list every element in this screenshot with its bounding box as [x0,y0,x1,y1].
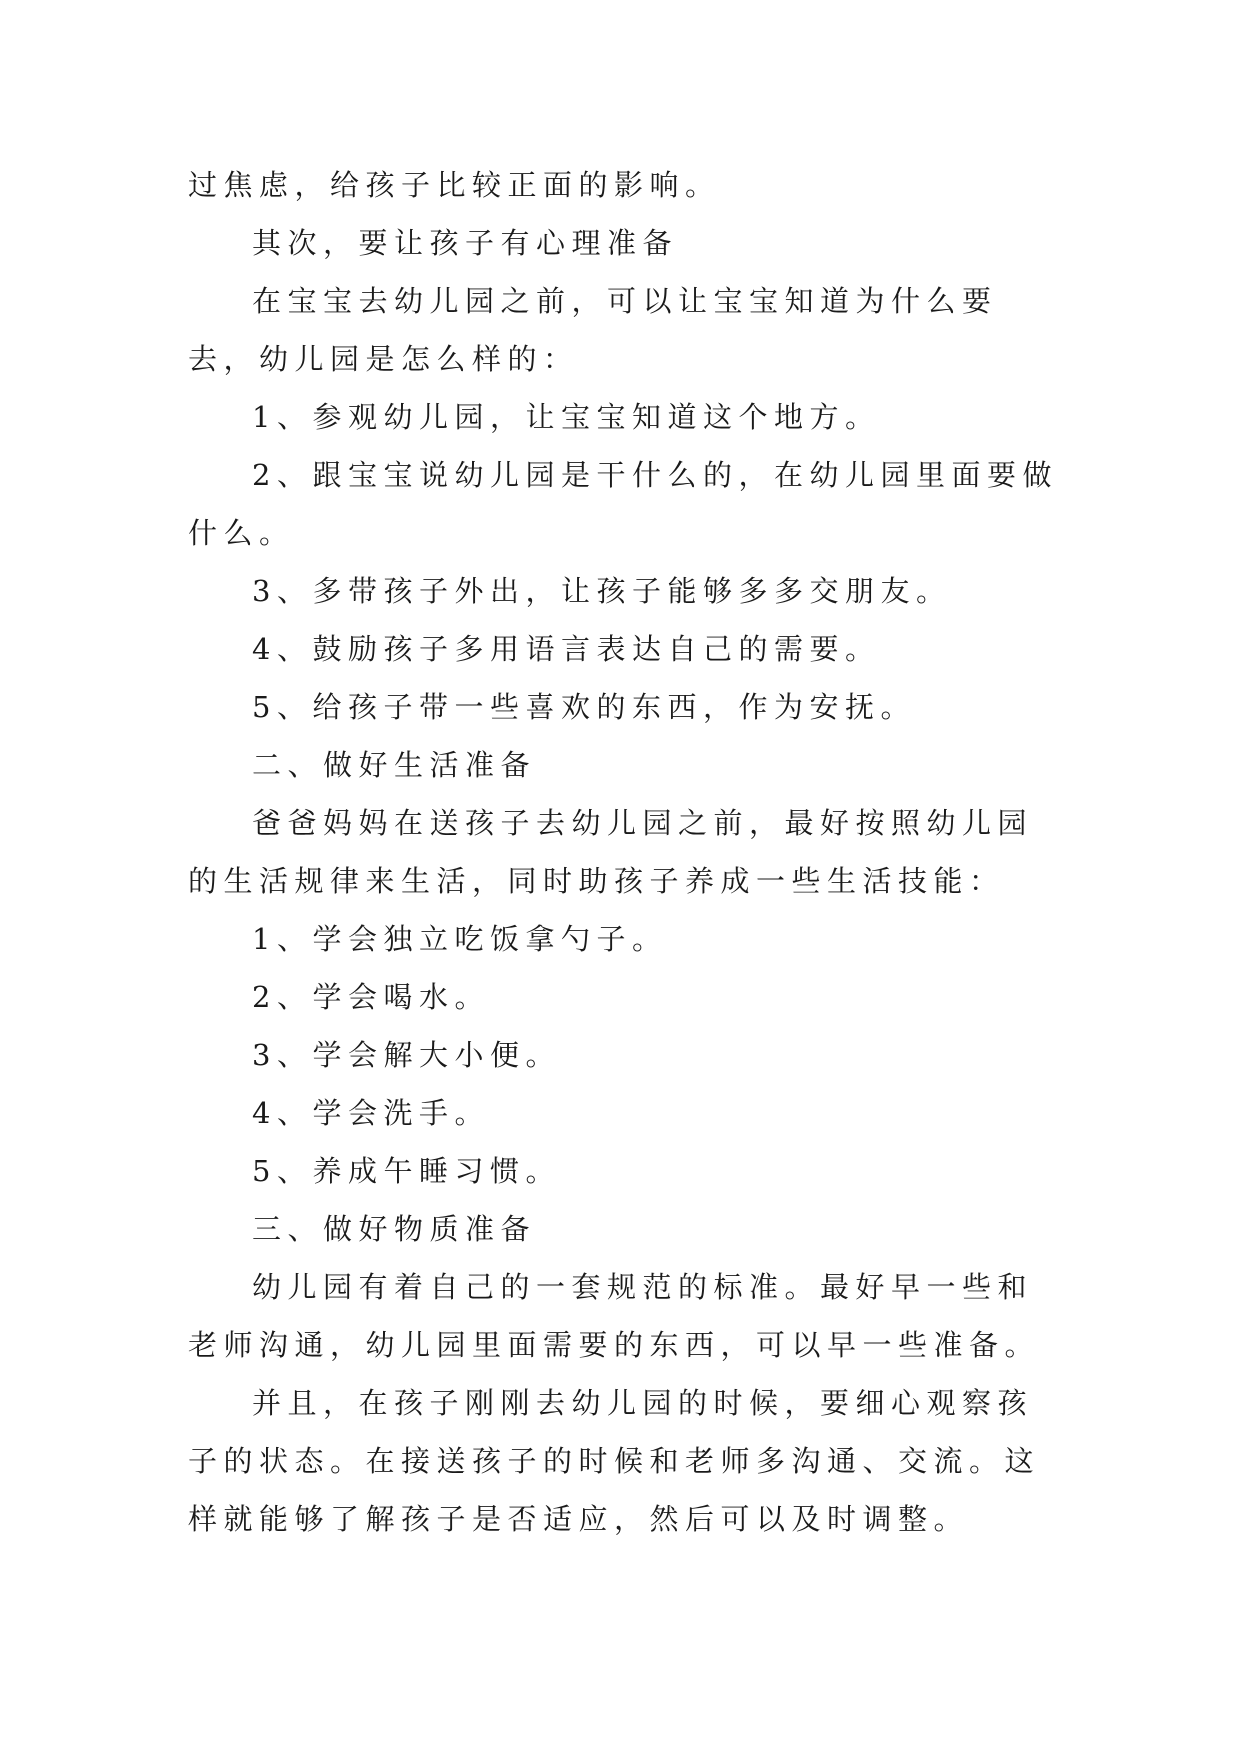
document-body [188,156,1058,1548]
list-item: 2、跟宝宝说幼儿园是干什么的，在幼儿园里面要做什么。 [188,458,1058,550]
paragraph: 并且，在孩子刚刚去幼儿园的时候，要细心观察孩子的状态。在接送孩子的时候和老师多沟通、交流。这样就能够了解孩子是否适应，然后可以及时调整。 [188,1386,1041,1536]
list-item: 3、学会解大小便。 [252,1038,561,1072]
list-item: 2、学会喝水。 [252,980,490,1014]
paragraph: 过焦虑，给孩子比较正面的影响。 [188,168,721,202]
section-heading: 二、做好生活准备 [252,748,537,782]
section-heading: 三、做好物质准备 [252,1212,537,1246]
paragraph: 爸爸妈妈在送孩子去幼儿园之前，最好按照幼儿园的生活规律来生活，同时助孩子养成一些生活技能： [188,806,1034,898]
list-item: 4、学会洗手。 [252,1096,490,1130]
list-item: 3、多带孩子外出，让孩子能够多多交朋友。 [252,574,952,608]
list-item: 5、给孩子带一些喜欢的东西，作为安抚。 [252,690,916,724]
list-item: 1、参观幼儿园，让宝宝知道这个地方。 [252,400,881,434]
paragraph: 在宝宝去幼儿园之前，可以让宝宝知道为什么要去，幼儿园是怎么样的： [188,284,998,376]
list-item: 4、鼓励孩子多用语言表达自己的需要。 [252,632,881,666]
list-item: 5、养成午睡习惯。 [252,1154,561,1188]
section-heading: 其次，要让孩子有心理准备 [252,226,679,260]
list-item: 1、学会独立吃饭拿勺子。 [252,922,668,956]
paragraph: 幼儿园有着自己的一套规范的标准。最好早一些和老师沟通，幼儿园里面需要的东西，可以早一些准备。 [188,1270,1041,1362]
